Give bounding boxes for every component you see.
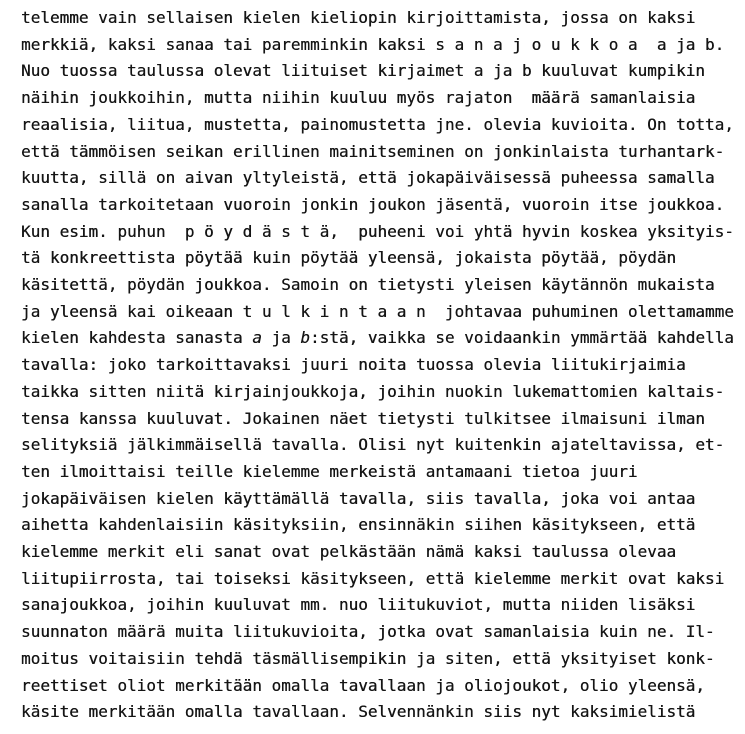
text-segment: jokapäiväisen kielen käyttämällä tavalla, siis tavalla, joka voi antaa — [21, 488, 696, 508]
text-line — [21, 673, 741, 700]
text-segment: kielen kahdesta sanasta — [21, 328, 253, 348]
text-segment-italic: a — [252, 328, 262, 348]
text-segment: reettiset oliot merkitään omalla tavallaan ja oliojoukot, olio yleensä, — [21, 675, 705, 695]
text-line — [21, 699, 741, 726]
text-line — [21, 432, 741, 459]
text-segment: moitus voitaisiin tehdä täsmällisempikin ja siten, että yksityiset konk- — [21, 648, 715, 668]
text-segment: tavalla: joko tarkoittavaksi juuri noita tuossa olevia liitukirjaimia — [21, 355, 686, 375]
text-segment-italic: b — [300, 328, 310, 348]
text-line — [21, 352, 741, 379]
text-line — [21, 139, 741, 166]
text-segment: merkkiä, kaksi sanaa tai paremminkin kaksi s a n a j o u k k o a a ja b. — [21, 34, 725, 54]
text-segment: taikka sitten niitä kirjainjoukkoja, joihin nuokin lukemattomien kaltais- — [21, 381, 725, 401]
text-line — [21, 459, 741, 486]
text-line — [21, 486, 741, 513]
text-line — [21, 58, 741, 85]
text-line — [21, 245, 741, 272]
text-line — [21, 272, 741, 299]
text-segment: liitupiirrosta, tai toiseksi käsitykseen, että kielemme merkit ovat kaksi — [21, 568, 725, 588]
text-segment: tensa kanssa kuuluvat. Jokainen näet tietysti tulkitsee ilmaisuni ilman — [21, 408, 705, 428]
text-line — [21, 192, 741, 219]
text-line — [21, 165, 741, 192]
text-segment: näihin joukkoihin, mutta niihin kuuluu myös rajaton määrä samanlaisia — [21, 88, 696, 108]
text-line — [21, 299, 741, 326]
text-segment: ja yleensä kai oikeaan t u l k i n t a a n johtavaa puhuminen olettamamme — [21, 301, 734, 321]
text-line — [21, 539, 741, 566]
text-line — [21, 219, 741, 246]
text-segment: telemme vain sellaisen kielen kieliopin kirjoittamista, jossa on kaksi — [21, 8, 696, 27]
text-segment: Kun esim. puhun p ö y d ä s t ä, puheeni voi yhtä hyvin koskea yksityis- — [21, 221, 734, 241]
text-segment: selityksiä jälkimmäisellä tavalla. Olisi nyt kuitenkin ajateltavissa, et- — [21, 435, 725, 455]
typewritten-text-block — [21, 5, 741, 726]
text-line — [21, 646, 741, 673]
text-line — [21, 566, 741, 593]
text-segment: sanajoukkoa, joihin kuuluvat mm. nuo liitukuviot, mutta niiden lisäksi — [21, 595, 696, 615]
text-segment: käsitettä, pöydän joukkoa. Samoin on tietysti yleisen käytännön mukaista — [21, 275, 715, 295]
text-segment: käsite merkitään omalla tavallaan. Selvennänkin siis nyt kaksimielistä — [21, 702, 696, 722]
text-line — [21, 406, 741, 433]
text-segment: ten ilmoittaisi teille kielemme merkeistä antamaani tietoa juuri — [21, 461, 638, 481]
text-segment: reaalisia, liitua, mustetta, painomustetta jne. olevia kuvioita. On totta, — [21, 114, 734, 134]
text-segment: Nuo tuossa taulussa olevat liituiset kirjaimet a ja b kuuluvat kumpikin — [21, 61, 705, 81]
text-line — [21, 512, 741, 539]
text-segment: tä konkreettista pöytää kuin pöytää yleensä, jokaista pöytää, pöydän — [21, 248, 677, 268]
text-line — [21, 112, 741, 139]
text-line — [21, 592, 741, 619]
text-line — [21, 32, 741, 59]
text-segment: ja — [261, 328, 301, 348]
text-line — [21, 5, 741, 32]
text-segment: kielemme merkit eli sanat ovat pelkästään nämä kaksi taulussa olevaa — [21, 542, 677, 562]
text-line — [21, 619, 741, 646]
text-segment: suunnaton määrä muita liitukuvioita, jotka ovat samanlaisia kuin ne. Il- — [21, 622, 715, 642]
text-line — [21, 85, 741, 112]
text-segment: kuutta, sillä on aivan yltyleistä, että jokapäiväisessä puheessa samalla — [21, 168, 715, 188]
text-line — [21, 379, 741, 406]
text-line — [21, 325, 741, 352]
text-segment: sanalla tarkoitetaan vuoroin jonkin joukon jäsentä, vuoroin itse joukkoa. — [21, 194, 725, 214]
text-segment: aihetta kahdenlaisiin käsityksiin, ensinnäkin siihen käsitykseen, että — [21, 515, 696, 535]
text-segment: :stä, vaikka se voidaankin ymmärtää kahdella — [310, 328, 734, 348]
text-segment: että tämmöisen seikan erillinen mainitseminen on jonkinlaista turhantark- — [21, 141, 725, 161]
